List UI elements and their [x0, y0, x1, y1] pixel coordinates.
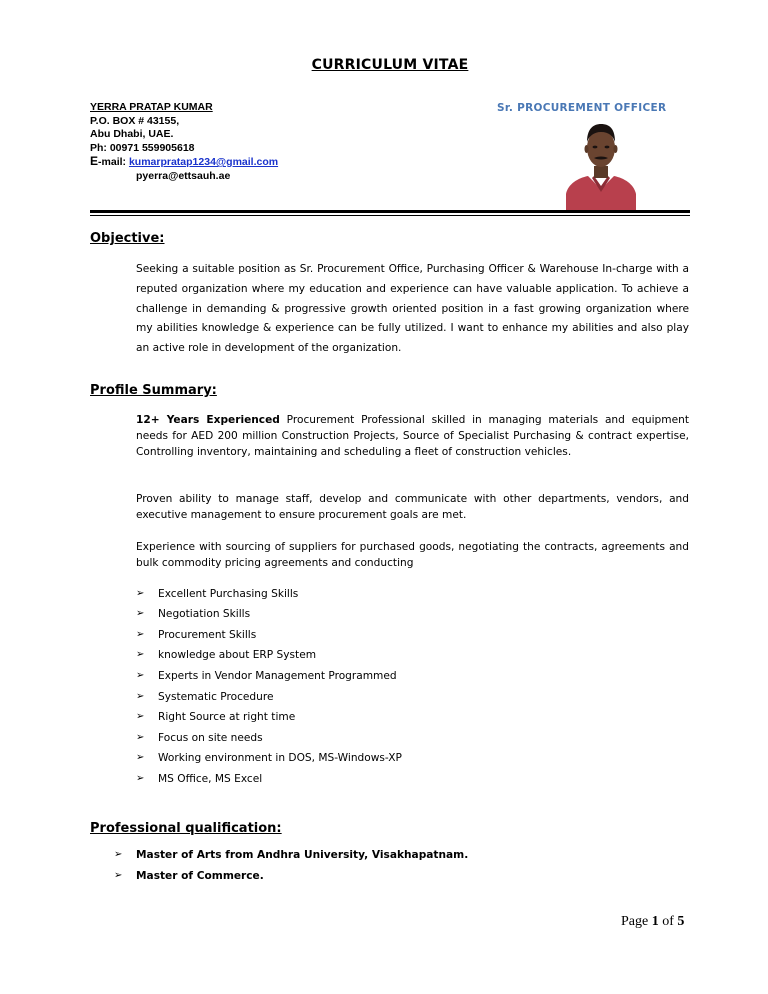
- page-number: 1: [651, 914, 659, 929]
- page-word: Page: [621, 914, 649, 929]
- qualification-heading: Professional qualification:: [90, 821, 282, 836]
- bullet-arrow-icon: ➢: [136, 732, 145, 743]
- bullet-arrow-icon: ➢: [136, 773, 145, 784]
- city: Abu Dhabi, UAE.: [90, 128, 174, 140]
- experience-highlight: 12+ Years Experienced: [136, 414, 280, 426]
- bullet-arrow-icon: ➢: [136, 629, 145, 640]
- profile-paragraph-1: [136, 412, 689, 460]
- header-divider-thick: [90, 210, 690, 213]
- po-box: P.O. BOX # 43155,: [90, 114, 180, 127]
- bullet-arrow-icon: ➢: [136, 691, 145, 702]
- page-footer: [621, 914, 684, 930]
- position-title: Sr. PROCUREMENT OFFICER: [497, 102, 667, 114]
- page-total: 5: [677, 914, 685, 929]
- profile-paragraph-3: Experience with sourcing of suppliers for purchased goods, negotiating the contracts, agreements and bulk commodity pricing agreements and conducting: [136, 541, 689, 569]
- objective-heading: Objective:: [90, 231, 165, 246]
- header-divider-thin: [90, 215, 690, 216]
- profile-paragraph-2: Proven ability to manage staff, develop and communicate with other departments, vendors, and executive management to ensure procurement goals are met.: [136, 493, 689, 521]
- email-line: [90, 155, 278, 170]
- bullet-arrow-icon: ➢: [136, 608, 145, 619]
- contact-block: [90, 101, 278, 183]
- bullet-arrow-icon: ➢: [136, 588, 145, 599]
- profile-summary-heading: Profile Summary:: [90, 383, 217, 398]
- profile-photo: [564, 116, 638, 211]
- profile-paragraph-1-text: Procurement Professional skilled in managing materials and equipment needs for AED 200 million Construction Projects, Source of Specialist Purchasing & contract expertise, Controlling inventory, maintaining and scheduling a fleet of construction vehicles.: [136, 414, 689, 458]
- email-prefix: -mail:: [98, 156, 127, 168]
- bullet-arrow-icon: ➢: [136, 649, 145, 660]
- objective-text: Seeking a suitable position as Sr. Procurement Office, Purchasing Officer & Warehouse In-charge with a reputed organization where my education and experience can have valuable application. To achieve a challenge in demanding & progressive growth oriented position in a fast growing organization where my abilities knowledge & experience can be fully utilized. I want to enhance my abilities and also play an active role in development of the organization.: [136, 263, 689, 355]
- bullet-arrow-icon: ➢: [136, 752, 145, 763]
- bullet-arrow-icon: ➢: [136, 711, 145, 722]
- of-word: of: [662, 914, 674, 929]
- bullet-arrow-icon: ➢: [114, 870, 123, 881]
- document-title: CURRICULUM VITAE: [311, 57, 469, 73]
- bullet-arrow-icon: ➢: [114, 849, 123, 860]
- email-secondary: pyerra@ettsauh.ae: [136, 169, 231, 182]
- phone: Ph: 00971 559905618: [90, 141, 195, 154]
- bullet-arrow-icon: ➢: [136, 670, 145, 681]
- email-prefix-initial: E: [90, 154, 99, 168]
- email-link-primary[interactable]: kumarpratap1234@gmail.com: [128, 156, 279, 168]
- candidate-name: YERRA PRATAP KUMAR: [90, 101, 213, 113]
